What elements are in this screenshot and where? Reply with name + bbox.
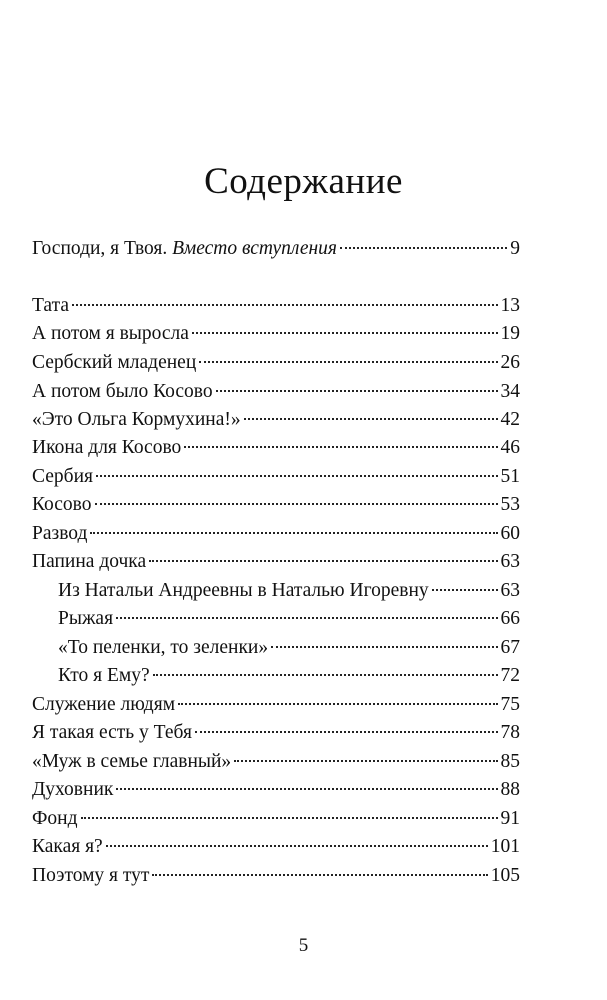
toc-entry-title: Икона для Косово	[32, 437, 182, 458]
toc-entry	[32, 862, 520, 890]
toc-subentry	[58, 662, 520, 690]
toc-entry-title: Какая я?	[32, 836, 103, 857]
toc-entry-title: Сербия	[32, 466, 93, 487]
toc-entry	[32, 491, 520, 519]
toc-entry-title: «То пеленки, то зеленки»	[58, 637, 269, 658]
toc-entry-title: Косово	[32, 494, 92, 515]
toc-entry-title: Духовник	[32, 779, 114, 800]
leader-dots	[149, 560, 497, 562]
toc-entry-title: Сербский младенец	[32, 352, 197, 373]
toc-entry-title: Служение людям	[32, 694, 176, 715]
toc-entry-title: Я такая есть у Тебя	[32, 722, 192, 743]
toc-entry	[32, 719, 520, 747]
leader-dots	[192, 332, 498, 334]
toc-subentry	[58, 634, 520, 662]
toc-entry-title: «Это Ольга Кормухина!»	[32, 409, 241, 430]
toc-entry-title: Господи, я Твоя. Вместо вступления	[32, 238, 337, 259]
leader-dots	[153, 674, 498, 676]
toc-entry	[32, 406, 520, 434]
toc-entry	[32, 833, 520, 861]
leader-dots	[216, 390, 498, 392]
page-title: Содержание	[204, 161, 403, 202]
toc-entry-title: Развод	[32, 523, 88, 544]
leader-dots	[90, 532, 497, 534]
toc-entry-page: 63	[500, 580, 520, 601]
toc-entry-title: Рыжая	[58, 608, 114, 629]
toc-entry	[32, 434, 520, 462]
leader-dots	[106, 845, 488, 847]
leader-dots	[95, 503, 498, 505]
toc-entry	[32, 748, 520, 776]
toc-entry-title: Папина дочка	[32, 551, 147, 572]
toc-entry	[32, 691, 520, 719]
page-number: 5	[298, 935, 309, 956]
leader-dots	[195, 731, 498, 733]
leader-dots	[340, 247, 507, 249]
toc-entry-page: 19	[500, 323, 520, 344]
leader-dots	[81, 817, 498, 819]
toc-entry-page: 63	[500, 551, 520, 572]
toc-entry-page: 78	[500, 722, 520, 743]
toc-entry-page: 26	[500, 352, 520, 373]
toc-entry	[32, 292, 520, 320]
toc-entry-page: 75	[500, 694, 520, 715]
toc-entry-title: Кто я Ему?	[58, 665, 150, 686]
toc-entry-title: А потом было Косово	[32, 381, 213, 402]
toc-entry	[32, 520, 520, 548]
toc-subentry	[58, 605, 520, 633]
toc-entry-page: 13	[500, 295, 520, 316]
toc-entry	[32, 349, 520, 377]
leader-dots	[152, 874, 487, 876]
leader-dots	[116, 788, 497, 790]
toc-entry-page: 60	[500, 523, 520, 544]
toc-entry-page: 66	[500, 608, 520, 629]
leader-dots	[432, 589, 498, 591]
toc-entry	[32, 776, 520, 804]
toc-entry-title: А потом я выросла	[32, 323, 189, 344]
toc-entry-page: 42	[500, 409, 520, 430]
toc-entry-intro	[32, 235, 520, 263]
toc-entry-page: 105	[490, 865, 520, 886]
leader-dots	[234, 760, 497, 762]
leader-dots	[199, 361, 497, 363]
toc-subentry	[58, 577, 520, 605]
leader-dots	[116, 617, 497, 619]
leader-dots	[96, 475, 498, 477]
toc-entry	[32, 548, 520, 576]
toc-entry-page: 85	[500, 751, 520, 772]
toc-entry-page: 67	[500, 637, 520, 658]
toc-entry-page: 72	[500, 665, 520, 686]
toc-entry-page: 46	[500, 437, 520, 458]
toc-entry-title: Фонд	[32, 808, 78, 829]
toc-entry	[32, 378, 520, 406]
toc-entry-page: 101	[490, 836, 520, 857]
toc-entry	[32, 320, 520, 348]
toc-entry-title: Из Натальи Андреевны в Наталью Игоревну	[58, 580, 429, 601]
toc-entry-title: Тата	[32, 295, 69, 316]
toc-entry	[32, 463, 520, 491]
toc-entry-page: 9	[510, 238, 520, 259]
toc-entry-page: 91	[500, 808, 520, 829]
leader-dots	[72, 304, 498, 306]
toc-entry-title: Поэтому я тут	[32, 865, 150, 886]
toc-entry-page: 53	[500, 494, 520, 515]
toc-entry-page: 34	[500, 381, 520, 402]
leader-dots	[271, 646, 497, 648]
toc-entry-title: «Муж в семье главный»	[32, 751, 232, 772]
toc-entry-page: 88	[500, 779, 520, 800]
leader-dots	[184, 446, 497, 448]
toc-entry	[32, 805, 520, 833]
leader-dots	[244, 418, 498, 420]
toc-entry-page: 51	[500, 466, 520, 487]
leader-dots	[178, 703, 497, 705]
